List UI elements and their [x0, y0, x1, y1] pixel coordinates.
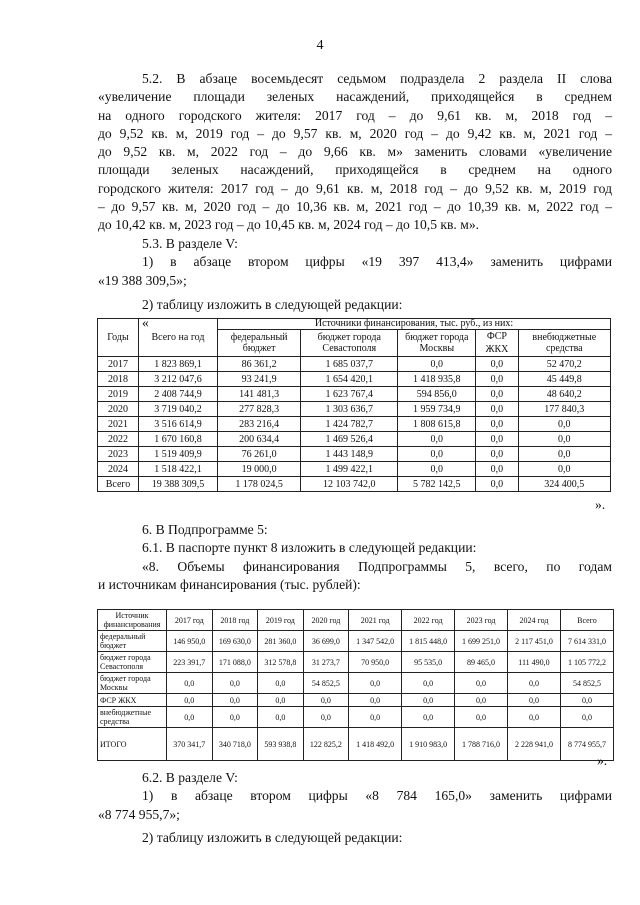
cell: 1 959 734,9: [398, 402, 476, 417]
header-group: Источники финансирования, тыс. руб., из них:: [218, 319, 611, 330]
cell: 169 630,0: [212, 631, 258, 652]
para-line: 5.3. В разделе V:: [142, 236, 238, 251]
cell: 1 685 037,7: [301, 357, 398, 372]
table-row: [98, 707, 614, 728]
header-year: 2021 год: [349, 610, 402, 631]
table-row: [98, 417, 611, 432]
para-line: 1) в абзаце втором цифры «19 397 413,4» заменить цифрами: [142, 254, 612, 270]
cell: 1 303 636,7: [301, 402, 398, 417]
table-row: [98, 462, 611, 477]
header-sevastopol: бюджет города Севастополя: [301, 330, 398, 357]
header-extrabudget: внебюджетные средства: [518, 330, 610, 357]
header-years: Годы: [98, 319, 139, 357]
cell: 0,0: [476, 372, 518, 387]
cell: 0,0: [258, 694, 304, 707]
cell: 0,0: [455, 707, 508, 728]
close-quote: ».: [595, 497, 606, 512]
table-row: [98, 631, 614, 652]
cell: 1 654 420,1: [301, 372, 398, 387]
cell: 2020: [98, 402, 139, 417]
cell: 1 347 542,0: [349, 631, 402, 652]
header-year: 2019 год: [258, 610, 304, 631]
cell: 12 103 742,0: [301, 477, 398, 492]
cell: Всего: [98, 477, 139, 492]
table-row-total: [98, 477, 611, 492]
cell: 0,0: [402, 673, 455, 694]
header-year: 2022 год: [402, 610, 455, 631]
cell: 3 516 614,9: [139, 417, 218, 432]
cell: 0,0: [167, 694, 213, 707]
cell: 2018: [98, 372, 139, 387]
cell: 45 449,8: [518, 372, 610, 387]
header-fsr: ФСР ЖКХ: [476, 330, 518, 357]
cell: 0,0: [349, 673, 402, 694]
cell: 2019: [98, 387, 139, 402]
table-row: [98, 387, 611, 402]
cell: бюджет города Москвы: [98, 673, 167, 694]
cell: 93 241,9: [218, 372, 301, 387]
header-year: 2020 год: [303, 610, 349, 631]
para-line: 5.2. В абзаце восемьдесят седьмом подраздела 2 раздела II слова: [142, 71, 612, 86]
cell: 95 535,0: [402, 652, 455, 673]
cell: 1 910 983,0: [402, 728, 455, 761]
cell: 171 088,0: [212, 652, 258, 673]
cell: 3 212 047,6: [139, 372, 218, 387]
cell: 0,0: [349, 694, 402, 707]
header-total: Всего: [560, 610, 613, 631]
cell: 70 950,0: [349, 652, 402, 673]
cell: 0,0: [476, 432, 518, 447]
table-row: [98, 694, 614, 707]
cell: 594 856,0: [398, 387, 476, 402]
cell: 1 443 148,9: [301, 447, 398, 462]
para-line: – до 9,57 кв. м, 2020 год – до 10,36 кв. м, 2021 год – до 10,39 кв. м, 2022 год –: [98, 199, 612, 215]
para-line: 6. В Подпрограмме 5:: [142, 522, 268, 537]
cell: 0,0: [518, 462, 610, 477]
cell: 0,0: [518, 432, 610, 447]
cell: 54 852,5: [560, 673, 613, 694]
cell: 1 670 160,8: [139, 432, 218, 447]
cell: 370 341,7: [167, 728, 213, 761]
cell: 593 938,8: [258, 728, 304, 761]
para-line: 1) в абзаце втором цифры «8 784 165,0» заменить цифрами: [142, 788, 612, 804]
cell: ФСР ЖКХ: [98, 694, 167, 707]
cell: 0,0: [212, 707, 258, 728]
cell: федеральный бюджет: [98, 631, 167, 652]
cell: 0,0: [398, 462, 476, 477]
para-line: «увеличение площади зеленых насаждений, приходящейся в среднем: [98, 89, 612, 105]
cell: 0,0: [476, 357, 518, 372]
cell: 177 840,3: [518, 402, 610, 417]
page-number: 4: [316, 38, 324, 53]
cell: 19 000,0: [218, 462, 301, 477]
cell: 1 499 422,1: [301, 462, 398, 477]
para-line: 6.2. В разделе V:: [142, 770, 238, 785]
cell: 146 950,0: [167, 631, 213, 652]
header-total: Всего на год: [139, 319, 218, 357]
para-line: и источникам финансирования (тыс. рублей):: [98, 576, 361, 592]
cell: бюджет города Севастополя: [98, 652, 167, 673]
cell: 89 465,0: [455, 652, 508, 673]
cell: 312 578,8: [258, 652, 304, 673]
cell: 340 718,0: [212, 728, 258, 761]
table-row: [98, 447, 611, 462]
cell: 0,0: [476, 417, 518, 432]
cell: 2022: [98, 432, 139, 447]
paragraph-5-2: [98, 70, 612, 235]
cell: 223 391,7: [167, 652, 213, 673]
cell: 8 774 955,7: [560, 728, 613, 761]
cell: 76 261,0: [218, 447, 301, 462]
table-row: [98, 357, 611, 372]
para-line: городского жителя: 2017 год – до 9,61 кв. м, 2018 год – до 9,52 кв. м, 2019 год: [98, 180, 612, 196]
para-line: «19 388 309,5»;: [98, 272, 187, 288]
table-row: [98, 432, 611, 447]
cell: 0,0: [476, 447, 518, 462]
cell: 2 228 941,0: [508, 728, 561, 761]
cell: 1 815 448,0: [402, 631, 455, 652]
cell: внебюджетные средства: [98, 707, 167, 728]
para-line: 2) таблицу изложить в следующей редакции:: [142, 296, 403, 312]
cell: 19 388 309,5: [139, 477, 218, 492]
open-quote: «: [142, 315, 149, 331]
cell: 277 828,3: [218, 402, 301, 417]
para-line: площади зеленых насаждений, приходящейся в среднем на одного: [98, 162, 612, 178]
cell: 52 470,2: [518, 357, 610, 372]
cell: 0,0: [518, 417, 610, 432]
cell: 0,0: [258, 673, 304, 694]
header-year: 2023 год: [455, 610, 508, 631]
para-line: до 9,52 кв. м, 2022 год – до 9,66 кв. м» заменить словами «увеличение: [98, 144, 612, 160]
cell: 1 823 869,1: [139, 357, 218, 372]
cell: 0,0: [455, 694, 508, 707]
cell: 1 424 782,7: [301, 417, 398, 432]
cell: 0,0: [258, 707, 304, 728]
header-source: Источник финансирования: [98, 610, 167, 631]
cell: 1 699 251,0: [455, 631, 508, 652]
cell: 1 788 716,0: [455, 728, 508, 761]
cell: 1 418 492,0: [349, 728, 402, 761]
cell: 0,0: [212, 673, 258, 694]
para-line: на одного городского жителя: 2017 год – до 9,61 кв. м, 2018 год –: [98, 107, 612, 123]
para-line: до 9,52 кв. м, 2019 год – до 9,57 кв. м, 2020 год – до 9,42 кв. м, 2021 год –: [98, 125, 612, 141]
cell: 36 699,0: [303, 631, 349, 652]
cell: 0,0: [398, 357, 476, 372]
cell: 2 117 451,0: [508, 631, 561, 652]
cell: 1 418 935,8: [398, 372, 476, 387]
cell: 0,0: [402, 707, 455, 728]
cell: 141 481,3: [218, 387, 301, 402]
cell: 281 360,0: [258, 631, 304, 652]
cell: 0,0: [508, 673, 561, 694]
cell: 0,0: [349, 707, 402, 728]
header-year: 2018 год: [212, 610, 258, 631]
cell: 1 808 615,8: [398, 417, 476, 432]
cell: 1 178 024,5: [218, 477, 301, 492]
table-row: [98, 652, 614, 673]
header-year: 2024 год: [508, 610, 561, 631]
cell: 0,0: [560, 694, 613, 707]
cell: 0,0: [167, 707, 213, 728]
cell: 0,0: [303, 707, 349, 728]
table-row: [98, 673, 614, 694]
cell: 1 519 409,9: [139, 447, 218, 462]
cell: 1 623 767,4: [301, 387, 398, 402]
cell: ИТОГО: [98, 728, 167, 761]
cell: 0,0: [508, 707, 561, 728]
paragraph-6: [98, 521, 612, 594]
cell: 0,0: [476, 402, 518, 417]
cell: 1 518 422,1: [139, 462, 218, 477]
financing-table-1: [97, 318, 611, 492]
paragraph-6-2: [98, 769, 612, 847]
cell: 0,0: [398, 432, 476, 447]
cell: 7 614 331,0: [560, 631, 613, 652]
cell: 2023: [98, 447, 139, 462]
table-row-total: [98, 728, 614, 761]
cell: 48 640,2: [518, 387, 610, 402]
para-line: до 10,42 кв. м, 2023 год – до 10,45 кв. м, 2024 год – до 10,5 кв. м».: [98, 217, 480, 233]
cell: 324 400,5: [518, 477, 610, 492]
header-moscow: бюджет города Москвы: [398, 330, 476, 357]
cell: 0,0: [212, 694, 258, 707]
cell: 0,0: [455, 673, 508, 694]
para-line: 6.1. В паспорте пункт 8 изложить в следующей редакции:: [142, 540, 477, 556]
cell: 54 852,5: [303, 673, 349, 694]
cell: 111 490,0: [508, 652, 561, 673]
cell: 0,0: [303, 694, 349, 707]
cell: 0,0: [402, 694, 455, 707]
cell: 122 825,2: [303, 728, 349, 761]
cell: 0,0: [476, 387, 518, 402]
cell: 0,0: [476, 462, 518, 477]
cell: 2021: [98, 417, 139, 432]
financing-table-2: [97, 609, 614, 761]
cell: 0,0: [508, 694, 561, 707]
cell: 0,0: [167, 673, 213, 694]
para-line: 2) таблицу изложить в следующей редакции:: [142, 829, 403, 845]
cell: 1 469 526,4: [301, 432, 398, 447]
para-line: «8. Объемы финансирования Подпрограммы 5, всего, по годам: [142, 558, 612, 574]
table-row: [98, 372, 611, 387]
cell: 2 408 744,9: [139, 387, 218, 402]
cell: 200 634,4: [218, 432, 301, 447]
cell: 31 273,7: [303, 652, 349, 673]
cell: 5 782 142,5: [398, 477, 476, 492]
cell: 283 216,4: [218, 417, 301, 432]
cell: 3 719 040,2: [139, 402, 218, 417]
cell: 2017: [98, 357, 139, 372]
cell: 0,0: [476, 477, 518, 492]
cell: 86 361,2: [218, 357, 301, 372]
close-quote: ».: [597, 753, 608, 768]
table-row: [98, 402, 611, 417]
cell: 0,0: [518, 447, 610, 462]
cell: 0,0: [560, 707, 613, 728]
header-federal: федеральный бюджет: [218, 330, 301, 357]
cell: 2024: [98, 462, 139, 477]
para-line: «8 774 955,7»;: [98, 806, 180, 822]
table-header-row: [98, 610, 614, 631]
header-year: 2017 год: [167, 610, 213, 631]
cell: 0,0: [398, 447, 476, 462]
cell: 1 105 772,2: [560, 652, 613, 673]
